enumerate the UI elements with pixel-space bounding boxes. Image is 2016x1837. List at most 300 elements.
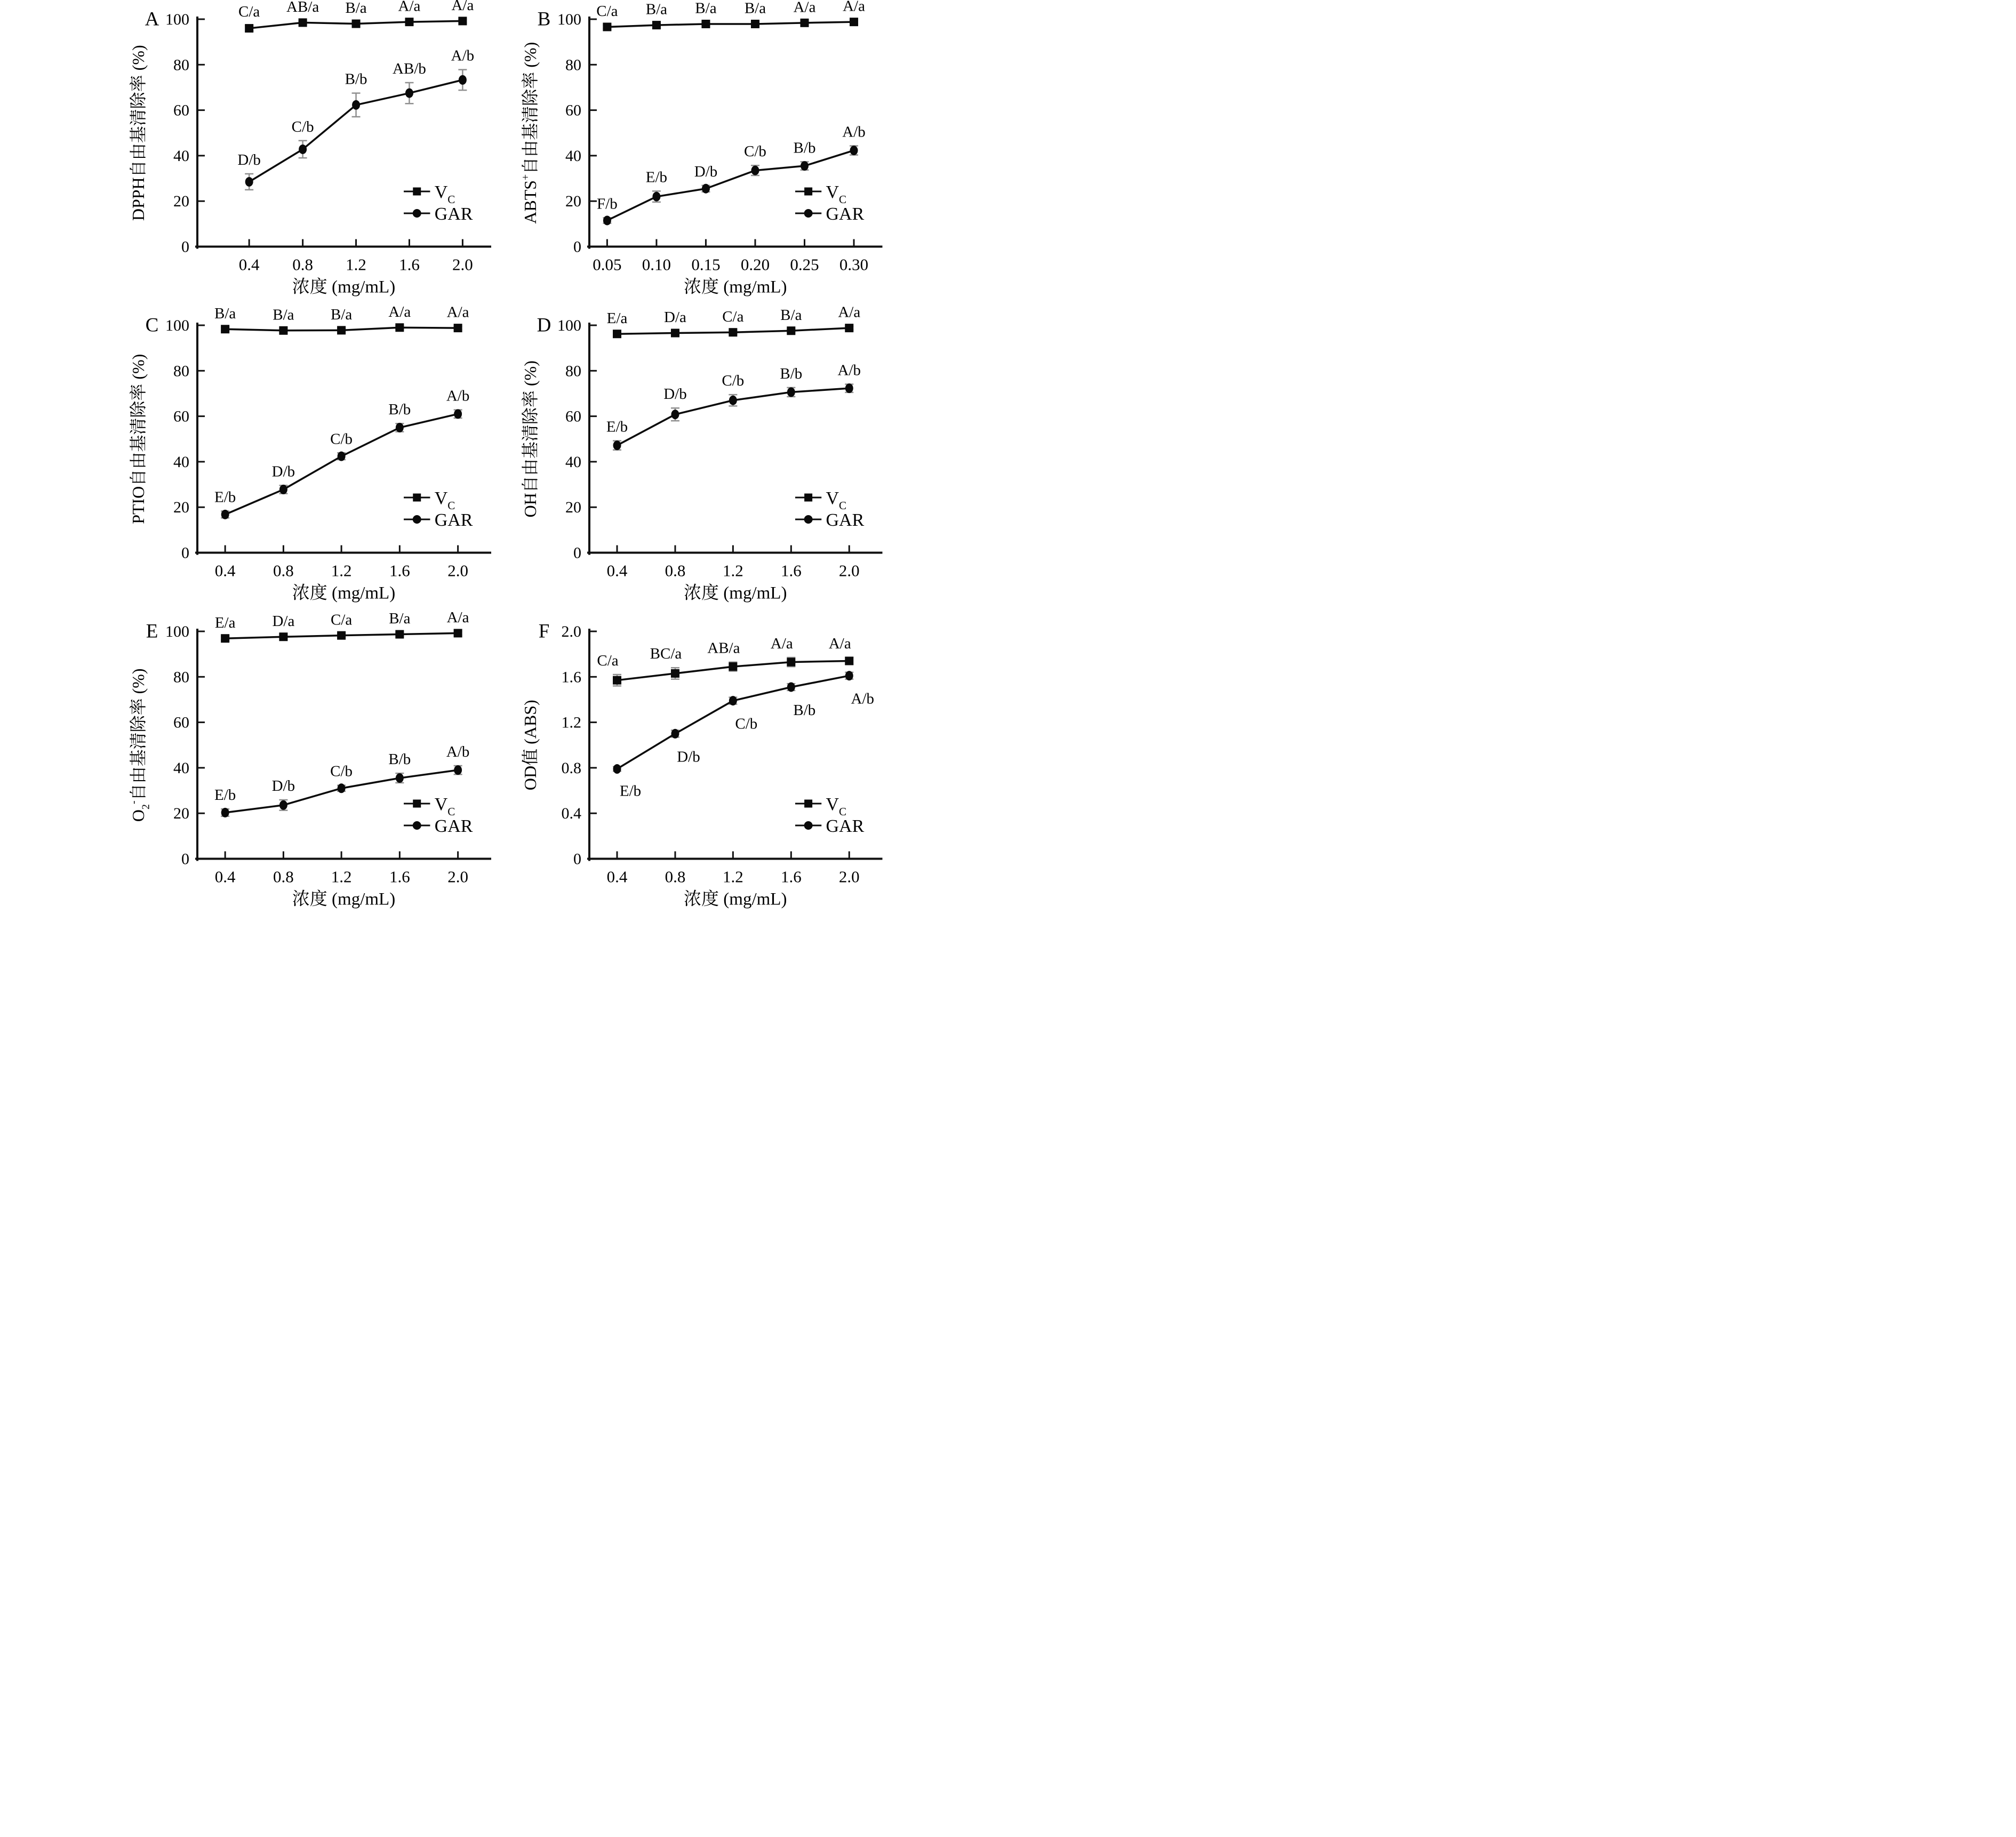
- legend-square-marker-vc: [413, 800, 421, 808]
- legend-label-vc-segment: C: [839, 499, 847, 512]
- y-tick-label: [173, 499, 189, 516]
- y-tick-label-segment: 20: [173, 192, 189, 211]
- x-tick-label-segment: 0.4: [606, 561, 628, 580]
- legend-label-vc: [826, 795, 846, 818]
- data-point-circle-gar: [729, 696, 737, 705]
- point-label-gar: [606, 419, 628, 436]
- point-label-gar: [646, 169, 667, 186]
- y-tick-label: [573, 544, 581, 562]
- data-point-square-vc: [279, 326, 287, 335]
- data-point-square-vc: [850, 18, 858, 26]
- y-tick-label-segment: 1.2: [561, 713, 581, 732]
- x-tick-label-segment: 0.4: [606, 867, 628, 886]
- legend-label-vc: [435, 182, 455, 206]
- point-label-vc: [398, 0, 421, 15]
- panel-letter: [538, 9, 551, 30]
- legend-label-vc-segment: V: [434, 795, 448, 814]
- y-tick-label: [165, 623, 189, 640]
- x-tick-label: [399, 255, 420, 274]
- series-line-vc: [607, 22, 854, 27]
- point-label-vc: [829, 635, 851, 652]
- x-axis-title: [684, 277, 787, 297]
- point-label-vc-segment: B/a: [780, 306, 802, 324]
- data-point-square-vc: [221, 634, 229, 643]
- x-tick-label-segment: 1.6: [399, 255, 420, 274]
- point-label-gar: [388, 751, 411, 768]
- legend-label-vc-segment: C: [447, 805, 455, 819]
- point-label-gar: [597, 195, 618, 212]
- x-tick-label-segment: 1.6: [780, 561, 802, 580]
- x-axis-title-segment: 浓度 (mg/mL): [684, 277, 787, 297]
- point-label-gar-segment: C/b: [330, 763, 353, 780]
- point-label-gar: [292, 118, 314, 135]
- y-axis-title: [128, 668, 152, 822]
- y-tick-label: [173, 102, 189, 119]
- point-label-vc: [596, 3, 618, 20]
- y-tick-label-segment: 80: [565, 56, 581, 74]
- point-label-vc-segment: D/a: [664, 309, 686, 326]
- y-axis-title-segment: PTIO自由基清除率 (%): [129, 354, 148, 524]
- data-point-square-vc: [671, 669, 679, 678]
- y-tick-label-segment: 100: [165, 317, 189, 334]
- point-label-gar-segment: F/b: [597, 195, 618, 213]
- legend-label-gar: [435, 204, 473, 224]
- data-point-circle-gar: [729, 396, 737, 405]
- legend-label-gar-segment: GAR: [434, 204, 473, 224]
- x-tick-label-segment: 2.0: [452, 255, 473, 274]
- legend-circle-marker-gar: [804, 821, 813, 830]
- data-point-square-vc: [787, 658, 795, 667]
- y-axis-title: [521, 700, 540, 790]
- point-label-vc-segment: AB/a: [707, 639, 740, 657]
- point-label-gar: [388, 401, 411, 418]
- data-point-circle-gar: [454, 765, 462, 775]
- point-label-vc: [272, 613, 294, 630]
- x-tick-label-segment: 0.8: [665, 867, 686, 886]
- point-label-gar: [663, 386, 687, 403]
- legend-circle-marker-gar: [804, 515, 813, 524]
- point-label-gar: [446, 743, 470, 760]
- data-point-circle-gar: [459, 75, 467, 85]
- legend-square-marker-vc: [804, 800, 812, 808]
- y-tick-label: [565, 499, 581, 516]
- x-tick-label: [389, 561, 410, 580]
- x-tick-label: [292, 255, 313, 274]
- point-label-gar: [780, 365, 802, 382]
- data-point-circle-gar: [613, 440, 621, 450]
- legend-label-gar: [826, 816, 864, 836]
- point-label-vc: [215, 614, 236, 631]
- panel-letter: [145, 9, 159, 30]
- x-tick-label: [839, 561, 860, 580]
- point-label-gar: [842, 124, 866, 141]
- x-tick-label-segment: 2.0: [447, 867, 468, 886]
- x-tick-label: [447, 868, 468, 886]
- point-label-gar-segment: B/b: [388, 401, 411, 419]
- legend-square-marker-vc: [804, 188, 812, 196]
- x-tick-label: [781, 561, 802, 580]
- x-tick-label: [665, 561, 686, 580]
- point-label-gar: [793, 702, 815, 719]
- y-tick-label-segment: 60: [173, 407, 189, 426]
- y-tick-label-segment: 40: [173, 147, 189, 165]
- data-point-square-vc: [613, 676, 621, 685]
- y-tick-label: [173, 668, 189, 686]
- point-label-gar-segment: C/b: [744, 143, 766, 161]
- data-point-square-vc: [299, 18, 307, 27]
- point-label-vc: [597, 652, 618, 669]
- data-point-circle-gar: [603, 215, 611, 225]
- x-tick-label: [452, 255, 473, 274]
- point-label-gar-segment: D/b: [271, 777, 295, 795]
- y-tick-label-segment: 20: [173, 499, 189, 517]
- data-point-circle-gar: [801, 161, 809, 171]
- point-label-gar-segment: D/b: [663, 386, 687, 403]
- y-tick-label-segment: 20: [173, 805, 189, 823]
- y-tick-label: [565, 147, 581, 165]
- x-axis-title-segment: 浓度 (mg/mL): [684, 583, 787, 603]
- series-line-gar: [225, 414, 458, 515]
- x-tick-label: [447, 561, 468, 580]
- point-label-vc-segment: C/a: [238, 3, 260, 20]
- point-label-vc: [345, 0, 366, 17]
- y-tick-label: [565, 362, 581, 380]
- data-point-circle-gar: [845, 671, 853, 680]
- point-label-vc-segment: B/a: [345, 0, 367, 17]
- y-tick-label: [565, 102, 581, 119]
- legend-square-marker-vc: [413, 188, 421, 196]
- data-point-circle-gar: [652, 192, 660, 202]
- legend-label-gar-segment: GAR: [826, 510, 865, 530]
- y-axis-title: [521, 360, 540, 517]
- point-label-vc: [838, 306, 860, 321]
- point-label-vc: [214, 306, 236, 322]
- y-tick-label-segment: 60: [565, 407, 581, 426]
- point-label-gar-segment: D/b: [237, 151, 261, 169]
- x-tick-label-segment: 0.15: [691, 255, 721, 274]
- point-label-vc-segment: E/a: [214, 614, 236, 631]
- point-label-vc-segment: B/a: [645, 1, 668, 18]
- y-tick-label: [173, 759, 189, 777]
- point-label-vc: [447, 306, 469, 321]
- legend-label-gar-segment: GAR: [826, 816, 865, 836]
- y-tick-label-segment: 0: [181, 544, 189, 562]
- point-label-vc-segment: B/a: [214, 306, 236, 322]
- y-tick-label: [557, 11, 581, 28]
- y-tick-label-segment: 100: [165, 623, 189, 640]
- x-tick-label: [607, 868, 628, 886]
- point-label-gar-segment: D/b: [694, 163, 718, 180]
- x-axis-title-segment: 浓度 (mg/mL): [292, 583, 396, 603]
- legend-square-marker-vc: [413, 494, 421, 502]
- point-label-gar-segment: A/b: [451, 47, 475, 65]
- data-point-circle-gar: [850, 146, 858, 155]
- point-label-vc: [745, 0, 766, 17]
- x-tick-label-segment: 1.6: [389, 561, 410, 580]
- point-label-gar: [744, 143, 766, 160]
- point-label-gar-segment: C/b: [291, 118, 314, 135]
- point-label-vc: [646, 1, 667, 18]
- point-label-vc-segment: B/a: [744, 0, 766, 17]
- y-tick-label: [181, 238, 189, 256]
- point-label-vc: [447, 612, 469, 626]
- y-tick-label: [565, 453, 581, 471]
- y-tick-label: [562, 805, 582, 822]
- data-point-square-vc: [801, 19, 809, 27]
- legend-label-vc: [435, 488, 455, 512]
- x-tick-label-segment: 0.10: [642, 255, 671, 274]
- point-label-vc-segment: B/a: [389, 612, 411, 628]
- y-tick-label: [173, 408, 189, 426]
- y-tick-label-segment: 80: [173, 56, 189, 74]
- data-point-square-vc: [603, 23, 611, 31]
- data-point-circle-gar: [279, 800, 287, 810]
- legend-label-gar-segment: GAR: [826, 204, 865, 224]
- point-label-vc-segment: C/a: [330, 612, 353, 629]
- point-label-vc-segment: E/a: [606, 309, 628, 327]
- y-tick-label-segment: 20: [565, 192, 581, 211]
- y-tick-label: [573, 851, 581, 868]
- x-tick-label-segment: 0.8: [665, 561, 686, 580]
- point-label-vc-segment: B/a: [330, 306, 353, 323]
- legend-square-marker-vc: [804, 494, 812, 502]
- y-tick-label-segment: 0: [573, 850, 581, 868]
- x-axis-title-segment: 浓度 (mg/mL): [292, 889, 396, 909]
- point-label-vc: [331, 306, 352, 323]
- point-label-vc: [238, 3, 260, 20]
- point-label-gar: [722, 372, 744, 389]
- point-label-vc: [286, 0, 319, 15]
- data-point-circle-gar: [751, 166, 759, 175]
- y-tick-label-segment: 60: [173, 101, 189, 119]
- x-axis-title-segment: 浓度 (mg/mL): [684, 889, 787, 909]
- point-label-vc-segment: D/a: [272, 612, 295, 630]
- legend-label-vc: [435, 795, 455, 818]
- data-point-circle-gar: [396, 773, 404, 783]
- point-label-vc: [331, 612, 352, 628]
- x-tick-label: [723, 561, 743, 580]
- point-label-gar: [794, 139, 816, 156]
- point-label-gar-segment: AB/b: [393, 60, 426, 77]
- point-label-vc: [794, 0, 816, 15]
- series-line-gar: [607, 150, 854, 220]
- data-point-circle-gar: [671, 729, 679, 739]
- y-axis-title-segment: OD值 (ABS): [521, 700, 540, 791]
- x-axis-title: [292, 277, 395, 297]
- data-point-square-vc: [701, 20, 710, 28]
- x-tick-label: [723, 868, 743, 886]
- y-tick-label-segment: 0: [181, 238, 189, 256]
- panel-A: [0, 0, 504, 306]
- point-label-vc: [771, 635, 793, 652]
- legend-circle-marker-gar: [413, 821, 421, 830]
- legend-label-gar-segment: GAR: [434, 816, 473, 836]
- x-tick-label: [691, 255, 720, 274]
- y-axis-title-segment: OH自由基清除率 (%): [521, 360, 540, 518]
- panel-F: [504, 612, 1008, 918]
- x-axis-title: [684, 583, 787, 603]
- y-axis-title-segment: O: [129, 809, 148, 822]
- y-tick-label: [173, 56, 189, 74]
- point-label-gar-segment: A/b: [446, 743, 470, 761]
- legend-label-vc-segment: V: [434, 488, 448, 508]
- x-tick-label: [781, 868, 802, 886]
- point-label-vc: [780, 307, 802, 324]
- y-axis-title-segment: 自由基清除率 (%): [521, 42, 540, 174]
- data-point-square-vc: [652, 21, 661, 29]
- x-axis-title-segment: 浓度 (mg/mL): [292, 277, 396, 297]
- legend-label-gar: [435, 816, 473, 836]
- data-point-circle-gar: [299, 145, 307, 154]
- x-tick-label-segment: 0.05: [593, 255, 622, 274]
- panel-letter: [146, 621, 158, 643]
- panel-letter-segment: A: [145, 8, 159, 30]
- data-point-square-vc: [458, 17, 467, 25]
- legend-label-gar: [826, 204, 864, 224]
- x-tick-label-segment: 1.6: [780, 867, 802, 886]
- point-label-vc: [843, 0, 865, 15]
- y-tick-label: [173, 147, 189, 165]
- y-tick-label-segment: 40: [565, 453, 581, 471]
- y-axis-title-segment: 2: [140, 804, 152, 809]
- data-point-square-vc: [454, 629, 462, 637]
- data-point-circle-gar: [352, 100, 360, 110]
- data-point-circle-gar: [787, 387, 795, 397]
- point-label-gar: [393, 60, 426, 77]
- x-tick-label: [215, 868, 236, 886]
- panel-letter-segment: C: [145, 314, 159, 336]
- panel-E: [0, 612, 504, 918]
- x-tick-label-segment: 0.8: [273, 561, 294, 580]
- y-axis-title: [520, 42, 540, 224]
- point-label-vc: [664, 309, 686, 326]
- legend-label-vc-segment: V: [826, 488, 839, 508]
- point-label-gar: [330, 763, 353, 780]
- y-tick-label-segment: 40: [173, 759, 189, 777]
- y-tick-label: [165, 317, 189, 334]
- y-tick-label-segment: 100: [557, 317, 581, 334]
- point-label-gar-segment: A/b: [837, 362, 861, 379]
- point-label-vc-segment: A/a: [793, 0, 816, 16]
- legend-label-vc: [826, 488, 846, 512]
- legend-label-vc-segment: C: [447, 499, 455, 512]
- legend-label-gar: [826, 510, 864, 530]
- point-label-vc: [451, 0, 474, 14]
- point-label-gar-segment: B/b: [780, 365, 803, 382]
- y-tick-label: [557, 317, 581, 334]
- figure-grid: [0, 0, 1008, 918]
- x-axis-title: [684, 889, 787, 909]
- data-point-circle-gar: [405, 89, 413, 98]
- data-point-square-vc: [395, 630, 404, 639]
- point-label-vc-segment: A/a: [843, 0, 865, 15]
- x-tick-label-segment: 1.6: [389, 867, 410, 886]
- x-tick-label: [331, 868, 352, 886]
- x-tick-label-segment: 0.4: [214, 867, 236, 886]
- data-point-square-vc: [454, 324, 462, 332]
- data-point-circle-gar: [613, 764, 621, 774]
- point-label-gar: [345, 71, 367, 88]
- point-label-gar: [694, 163, 718, 180]
- y-tick-label-segment: 0: [573, 544, 581, 562]
- x-tick-label: [741, 255, 770, 274]
- panel-letter-segment: F: [538, 620, 550, 643]
- y-tick-label-segment: 0.4: [561, 805, 581, 823]
- data-point-square-vc: [787, 326, 795, 335]
- data-point-circle-gar: [702, 184, 710, 194]
- data-point-square-vc: [395, 323, 404, 332]
- y-axis-title-segment: ABTS: [521, 180, 540, 224]
- data-point-square-vc: [729, 328, 737, 336]
- data-point-square-vc: [245, 24, 253, 33]
- x-tick-label: [593, 255, 621, 274]
- point-label-vc-segment: C/a: [596, 3, 618, 20]
- x-tick-label-segment: 0.4: [214, 561, 236, 580]
- data-point-square-vc: [845, 656, 853, 665]
- data-point-circle-gar: [338, 452, 346, 461]
- point-label-vc-segment: A/a: [828, 635, 851, 653]
- point-label-gar: [838, 362, 861, 379]
- point-label-gar: [214, 787, 236, 804]
- panel-C: [0, 306, 504, 612]
- panel-letter: [539, 621, 550, 643]
- y-axis-title-segment: +: [519, 174, 532, 180]
- y-axis-title: [129, 45, 148, 221]
- y-tick-label-segment: 0: [573, 238, 581, 256]
- data-point-square-vc: [405, 18, 413, 26]
- point-label-vc-segment: A/a: [770, 635, 793, 653]
- point-label-vc-segment: C/a: [722, 308, 744, 325]
- y-tick-label-segment: 2.0: [561, 623, 581, 640]
- legend-label-gar: [435, 510, 473, 530]
- point-label-gar-segment: A/b: [851, 690, 875, 708]
- point-label-gar: [272, 463, 295, 480]
- x-tick-label-segment: 0.8: [273, 867, 294, 886]
- panel-B: [504, 0, 1008, 306]
- y-tick-label-segment: 0: [181, 850, 189, 868]
- panel-D: [504, 306, 1008, 612]
- x-tick-label: [607, 561, 628, 580]
- x-tick-label: [273, 868, 294, 886]
- point-label-gar-segment: D/b: [677, 748, 700, 766]
- point-label-gar-segment: E/b: [214, 488, 236, 506]
- x-axis-title: [292, 889, 395, 909]
- data-point-square-vc: [279, 632, 287, 641]
- point-label-gar-segment: A/b: [446, 387, 470, 405]
- y-tick-label-segment: 100: [165, 11, 189, 28]
- x-tick-label-segment: 2.0: [447, 561, 468, 580]
- y-tick-label-segment: 0.8: [561, 759, 581, 777]
- legend-circle-marker-gar: [413, 515, 421, 524]
- y-tick-label-segment: 80: [565, 362, 581, 380]
- data-point-square-vc: [352, 20, 361, 28]
- x-axis-title: [292, 583, 395, 603]
- data-point-square-vc: [751, 20, 759, 28]
- y-tick-label: [565, 56, 581, 74]
- y-tick-label: [181, 544, 189, 562]
- y-axis-title-segment: 自由基清除率 (%): [129, 668, 148, 801]
- y-tick-label: [165, 11, 189, 28]
- point-label-gar-segment: E/b: [214, 787, 236, 804]
- panel-letter-segment: B: [537, 8, 551, 30]
- point-label-vc-segment: A/a: [838, 306, 861, 321]
- point-label-vc-segment: A/a: [451, 0, 474, 14]
- point-label-vc: [707, 640, 740, 657]
- point-label-vc: [388, 306, 411, 320]
- legend-label-vc-segment: V: [434, 182, 448, 202]
- point-label-vc-segment: A/a: [446, 612, 469, 626]
- y-tick-label: [562, 668, 582, 686]
